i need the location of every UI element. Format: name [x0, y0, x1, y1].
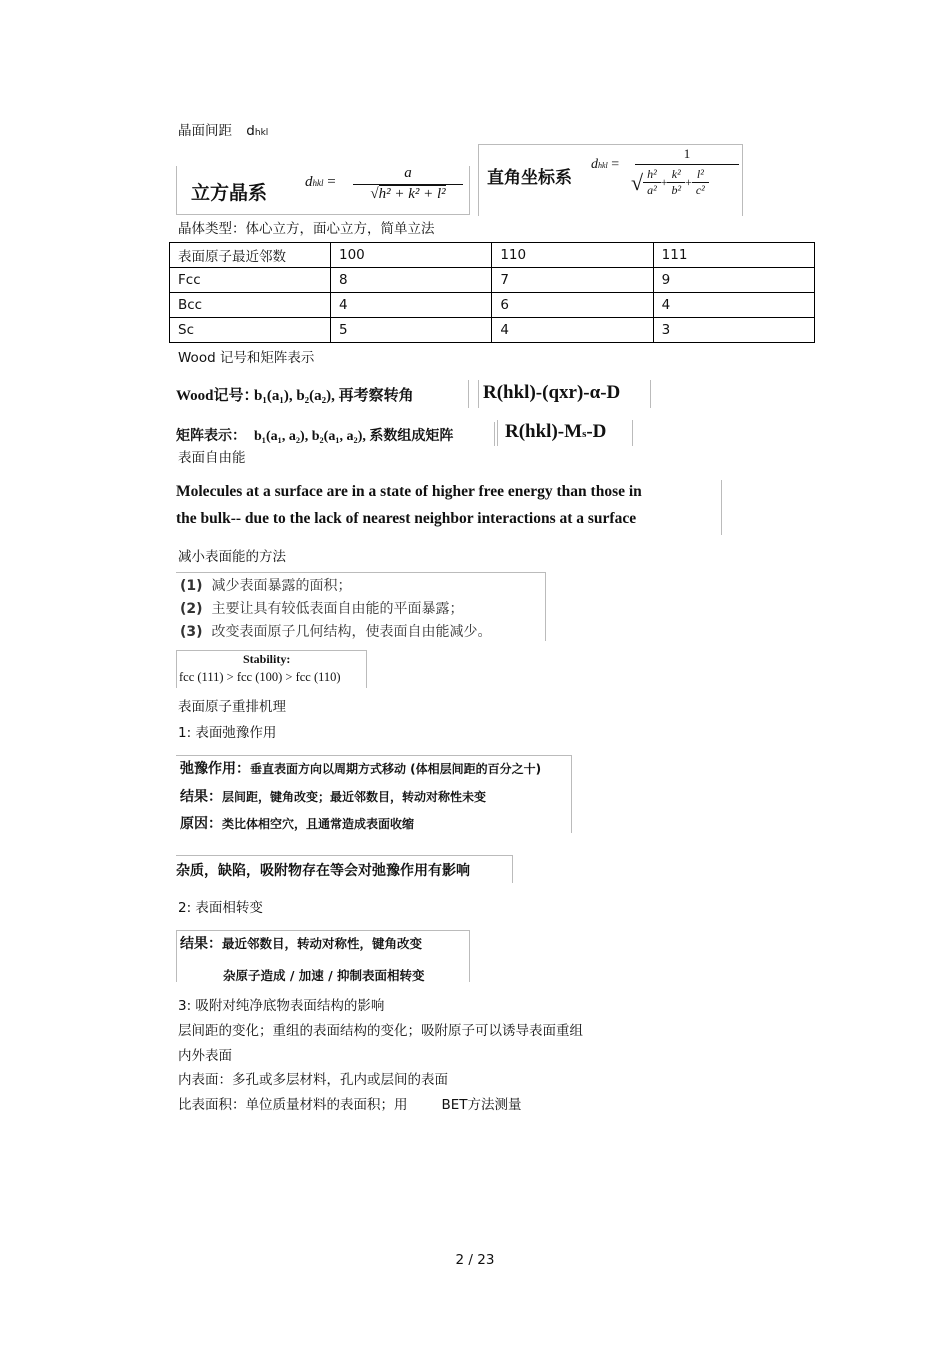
- table-row: [170, 318, 815, 343]
- h-term: [643, 167, 661, 198]
- l-num: l²: [696, 167, 704, 181]
- relaxation-line: [180, 786, 486, 806]
- cubic-denominator-wrap: √h² + k² + l²: [353, 184, 463, 203]
- inner-outer-heading: 内外表面: [178, 1048, 232, 1064]
- table-header-cell: 100: [331, 243, 492, 268]
- relaxation-text: 层间距，键角改变；最近邻数目，转动对称性未变: [222, 790, 487, 804]
- cubic-lhs: dhkl =: [305, 174, 336, 190]
- phase-heading: 2: 表面相转变: [178, 900, 263, 916]
- phase-line: [180, 933, 422, 953]
- impurity-note: 杂质，缺陷，吸附物存在等会对弛豫作用有影响: [176, 863, 470, 879]
- neighbor-table: [169, 242, 815, 343]
- specific-area-label: 比表面积：单位质量材料的表面积；用: [178, 1097, 408, 1113]
- cubic-system-label: 立方晶系: [191, 182, 268, 204]
- reduce-item: [180, 598, 463, 618]
- table-header-cell: 111: [653, 243, 814, 268]
- cubic-fraction: [353, 166, 463, 203]
- relaxation-image: [176, 755, 572, 833]
- rearrange-heading: 表面原子重排机理: [178, 699, 286, 715]
- reduce-item-text: 减少表面暴露的面积；: [211, 578, 352, 594]
- table-cell: 3: [653, 318, 814, 343]
- cubic-formula-image: [176, 166, 470, 215]
- table-header-cell: 表面原子最近邻数: [170, 243, 331, 268]
- matrix-formula-main: R(hkl)-M: [505, 421, 583, 442]
- reduce-item-num: (3): [180, 624, 203, 640]
- specific-area-line: [178, 1096, 522, 1114]
- k-den: b²: [667, 182, 685, 198]
- phase-text: 最近邻数目，转动对称性，键角改变: [222, 936, 423, 951]
- relaxation-label: 原因：: [180, 816, 222, 832]
- free-energy-line-1: Molecules at a surface are in a state of higher free energy than those in: [176, 483, 642, 500]
- l-den: c²: [692, 182, 709, 198]
- wood-expr: b₁(a₁), b₂(a₂), 再考察转角: [254, 388, 414, 404]
- cubic-lhs-sub: hkl: [312, 178, 324, 188]
- orthogonal-denominator: √ $\frac{\text{h²}}{\text{a²}}$ + $\frac{\text{k²}}{\text{b²}}$ + $\frac{\text{l²}}{\text{c²}}$: [631, 167, 709, 198]
- free-energy-line-2: the bulk-- due to the lack of nearest neighbor interactions at a surface: [176, 510, 637, 527]
- matrix-formula-sub: s: [582, 428, 587, 440]
- table-cell: 8: [331, 268, 492, 293]
- orthogonal-system-label: 直角坐标系: [487, 168, 572, 188]
- page-number: 2 / 23: [455, 1252, 495, 1268]
- relaxation-label: 弛豫作用：: [180, 761, 250, 777]
- relaxation-text: 类比体相空穴，且通常造成表面收缩: [222, 817, 415, 831]
- spacing-label: 晶面间距: [178, 123, 232, 139]
- reduce-item: [180, 621, 491, 641]
- relaxation-line: [180, 758, 541, 778]
- table-cell: 4: [331, 293, 492, 318]
- wood-formula: R(hkl)-(qxr)-α-D: [483, 382, 621, 403]
- reduce-item-text: 改变表面原子几何结构，使表面自由能减少。: [211, 624, 492, 640]
- table-header-row: [170, 243, 815, 268]
- cubic-numerator: a: [404, 166, 412, 181]
- orthogonal-lhs-sub: hkl: [598, 161, 608, 170]
- inner-surface-line: 内表面：多孔或多层材料，孔内或层间的表面: [178, 1072, 448, 1088]
- relaxation-heading: 1: 表面弛豫作用: [178, 725, 277, 741]
- free-energy-heading: 表面自由能: [178, 450, 246, 466]
- k-num: k²: [671, 167, 681, 181]
- phase-line-2: 杂原子造成 / 加速 / 抑制表面相转变: [223, 968, 425, 982]
- table-cell: 5: [331, 318, 492, 343]
- table-cell: 4: [492, 318, 653, 343]
- k-term: [667, 167, 685, 198]
- matrix-expr: b₁(a₁, a₂), b₂(a₁, a₂), 系数组成矩阵: [254, 429, 454, 444]
- table-cell: 6: [492, 293, 653, 318]
- spacing-heading: [178, 122, 268, 142]
- table-row: [170, 268, 815, 293]
- crystal-types-line: 晶体类型：体心立方，面心立方，简单立法: [178, 221, 435, 237]
- table-cell: Sc: [170, 318, 331, 343]
- table-row: [170, 293, 815, 318]
- reduce-item-num: (2): [180, 601, 203, 617]
- stability-order: fcc (111) > fcc (100) > fcc (110): [179, 670, 341, 684]
- reduce-item-num: (1): [180, 578, 203, 594]
- table-header-cell: 110: [492, 243, 653, 268]
- cubic-denominator: h² + k² + l²: [378, 186, 446, 202]
- table-cell: Bcc: [170, 293, 331, 318]
- stability-title: Stability:: [243, 652, 291, 666]
- matrix-formula-tail: -D: [586, 421, 607, 442]
- relaxation-line: [180, 813, 414, 833]
- adsorption-heading: 3: 吸附对纯净底物表面结构的影响: [178, 998, 385, 1014]
- wood-notation-image: [176, 380, 469, 408]
- reduce-item: [180, 575, 351, 595]
- orthogonal-lhs-d: d: [591, 157, 598, 172]
- stability-image: [176, 650, 367, 688]
- reduce-methods-image: [176, 572, 546, 641]
- matrix-label: 矩阵表示：: [176, 429, 246, 444]
- reduce-heading: 减小表面能的方法: [178, 549, 286, 565]
- phase-label: 结果：: [180, 936, 222, 952]
- matrix-formula: [505, 421, 606, 443]
- matrix-formula-image: [497, 420, 633, 446]
- l-term: [692, 167, 709, 198]
- relaxation-text: 垂直表面方向以周期方式移动 (体相层间距的百分之十): [250, 762, 542, 776]
- cubic-lhs-d: d: [305, 174, 313, 190]
- phase-image: [176, 930, 470, 982]
- h-num: h²: [647, 167, 657, 181]
- spacing-subscript: hkl: [254, 128, 269, 138]
- impurity-image: [176, 855, 513, 883]
- adsorption-text: 层间距的变化；重组的表面结构的变化；吸附原子可以诱导表面重组: [178, 1023, 583, 1039]
- h-den: a²: [643, 182, 661, 198]
- reduce-item-text: 主要让具有较低表面自由能的平面暴露；: [211, 601, 464, 617]
- table-cell: 7: [492, 268, 653, 293]
- matrix-notation-image: [176, 422, 495, 446]
- relaxation-label: 结果：: [180, 789, 222, 805]
- orthogonal-numerator: 1: [683, 146, 691, 161]
- orthogonal-formula-image: [478, 144, 743, 216]
- wood-formula-image: [478, 380, 651, 408]
- orthogonal-fraction-bar: [635, 164, 739, 165]
- spacing-symbol: d: [246, 123, 255, 139]
- wood-heading: Wood 记号和矩阵表示: [178, 350, 315, 366]
- table-cell: 9: [653, 268, 814, 293]
- wood-label: Wood记号：: [176, 388, 259, 404]
- orthogonal-lhs: dhkl =: [591, 157, 620, 172]
- specific-area-method: BET方法测量: [441, 1097, 522, 1113]
- free-energy-image: [176, 480, 722, 535]
- table-cell: Fcc: [170, 268, 331, 293]
- table-cell: 4: [653, 293, 814, 318]
